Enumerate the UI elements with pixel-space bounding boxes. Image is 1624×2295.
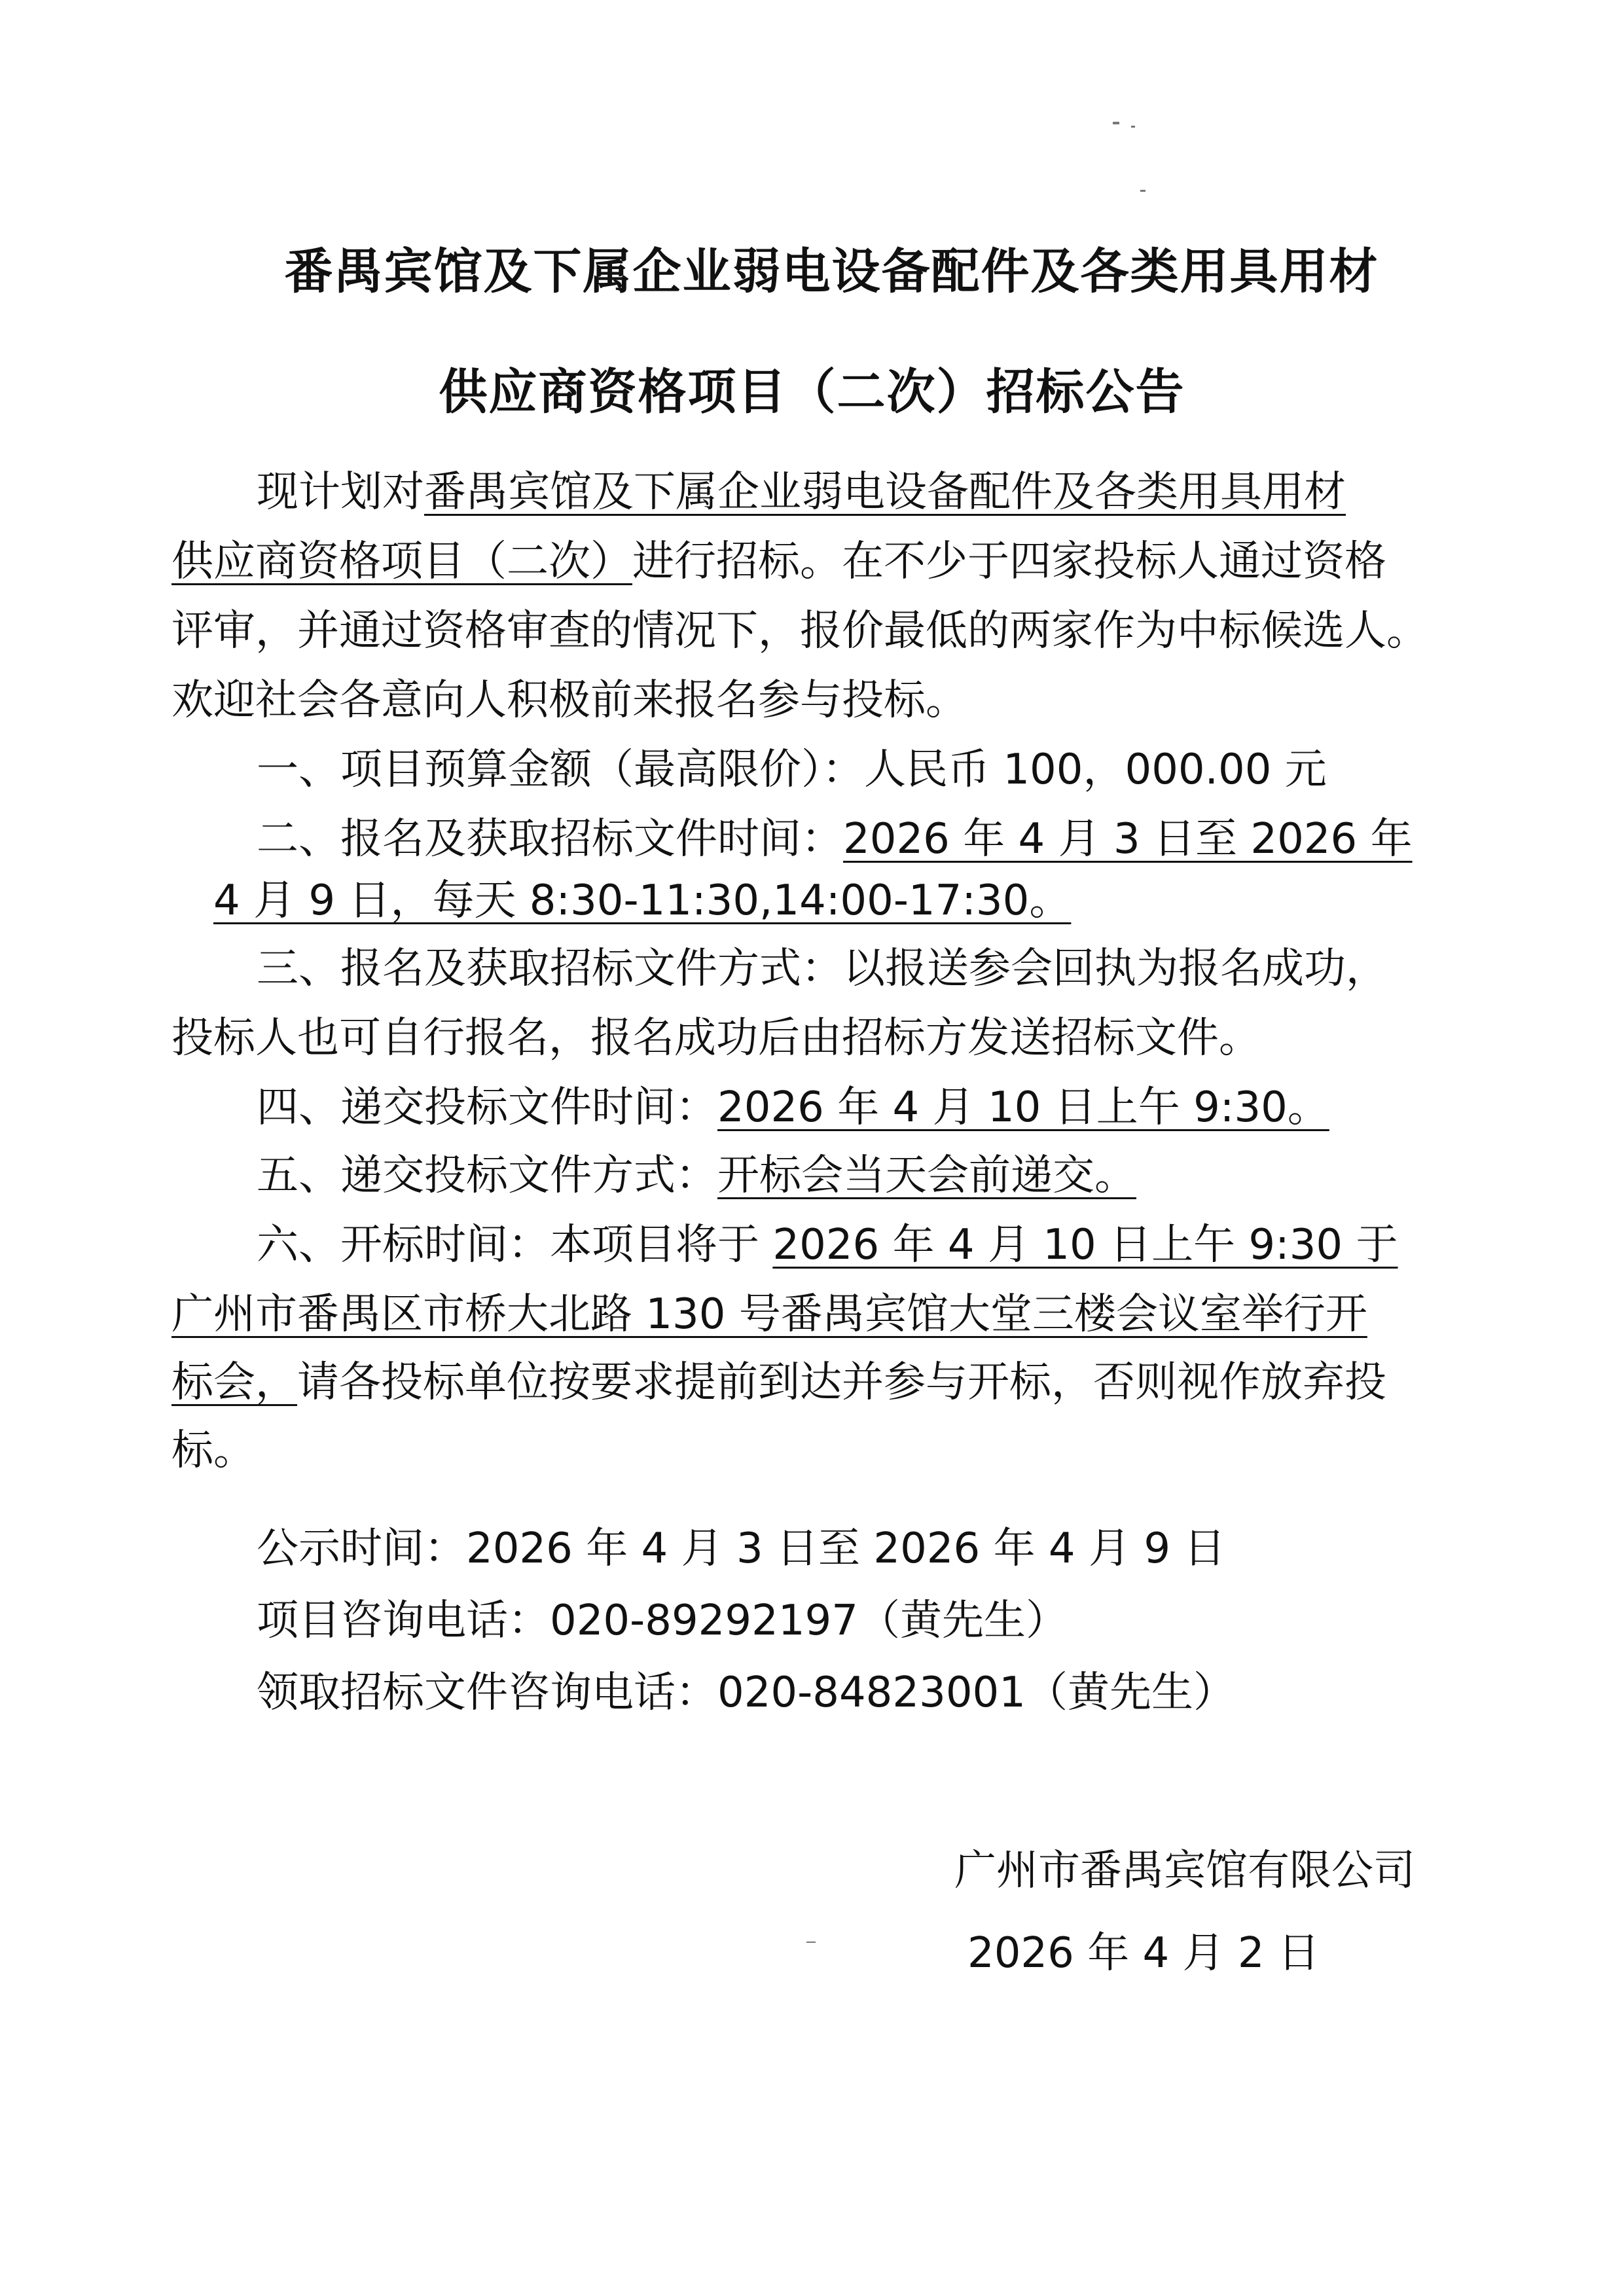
intro-line-1 [257, 466, 1346, 518]
item-budget: 一、项目预算金额（最高限价）：人民币 100，000.00 元 [257, 746, 1327, 794]
item-opening-time [257, 1219, 1398, 1271]
intro-line-3: 评审，并通过资格审查的情况下，报价最低的两家作为中标候选人。 [171, 607, 1428, 655]
item-registration-time-label: 二、报名及获取招标文件时间： [257, 815, 843, 863]
item-submission-method-value: 开标会当天会前递交。 [717, 1151, 1136, 1200]
signature-date: 2026 年 4 月 2 日 [967, 1929, 1320, 1978]
item-submission-method-label: 五、递交投标文件方式： [257, 1151, 717, 1200]
intro-project-name: 番禺宾馆及下属企业弱电设备配件及各类用具用材 [424, 468, 1346, 516]
intro-line-4: 欢迎社会各意向人积极前来报名参与投标。 [171, 676, 967, 725]
item-registration-time-value-cont: 4 月 9 日，每天 8:30-11:30,14:00-17:30。 [213, 876, 1072, 925]
intro-line-2-text: 进行招标。在不少于四家投标人通过资格 [632, 537, 1386, 586]
item-submission-time-label: 四、递交投标文件时间： [257, 1083, 717, 1132]
item-submission-method [257, 1149, 1136, 1202]
scan-speck [1131, 126, 1135, 128]
item-opening-instructions-text: 请各投标单位按要求提前到达并参与开标，否则视作放弃投 [297, 1358, 1386, 1407]
project-phone: 项目咨询电话：020-89292197（黄先生） [257, 1597, 1068, 1645]
intro-prefix: 现计划对 [257, 468, 424, 516]
scan-speck [1140, 190, 1146, 192]
item-opening-time-label: 六、开标时间：本项目将于 [257, 1221, 759, 1269]
signature-company: 广州市番禺宾馆有限公司 [954, 1847, 1415, 1895]
item-submission-time-value: 2026 年 4 月 10 日上午 9:30。 [717, 1083, 1329, 1132]
item-opening-time-value: 2026 年 4 月 10 日上午 9:30 于 [772, 1221, 1398, 1269]
intro-project-name-cont: 供应商资格项目（二次） [171, 537, 632, 586]
item-registration-time-cont [213, 875, 1071, 927]
item-registration-method: 三、报名及获取招标文件方式：以报送参会回执为报名成功， [257, 945, 1388, 993]
item-registration-method-cont: 投标人也可自行报名，报名成功后由招标方发送招标文件。 [171, 1014, 1261, 1062]
item-opening-location-value: 广州市番禺区市桥大北路 130 号番禺宾馆大堂三楼会议室举行开 [171, 1290, 1367, 1339]
item-opening-location [171, 1288, 1367, 1341]
title-line-1: 番禺宾馆及下属企业弱电设备配件及各类用具用材 [284, 244, 1379, 300]
item-opening-location-end: 标会， [171, 1358, 297, 1407]
intro-line-2 [171, 535, 1386, 588]
item-registration-time [257, 813, 1413, 865]
document-phone: 领取招标文件咨询电话：020-84823001（黄先生） [257, 1669, 1235, 1717]
item-submission-time [257, 1081, 1329, 1134]
item-opening-instructions [171, 1356, 1386, 1409]
item-opening-instructions-end: 标。 [171, 1426, 255, 1475]
publicity-period: 公示时间：2026 年 4 月 3 日至 2026 年 4 月 9 日 [257, 1525, 1226, 1573]
title-line-2: 供应商资格项目（二次）招标公告 [439, 364, 1185, 420]
item-registration-time-value: 2026 年 4 月 3 日至 2026 年 [843, 815, 1413, 863]
scan-speck [1113, 122, 1119, 124]
